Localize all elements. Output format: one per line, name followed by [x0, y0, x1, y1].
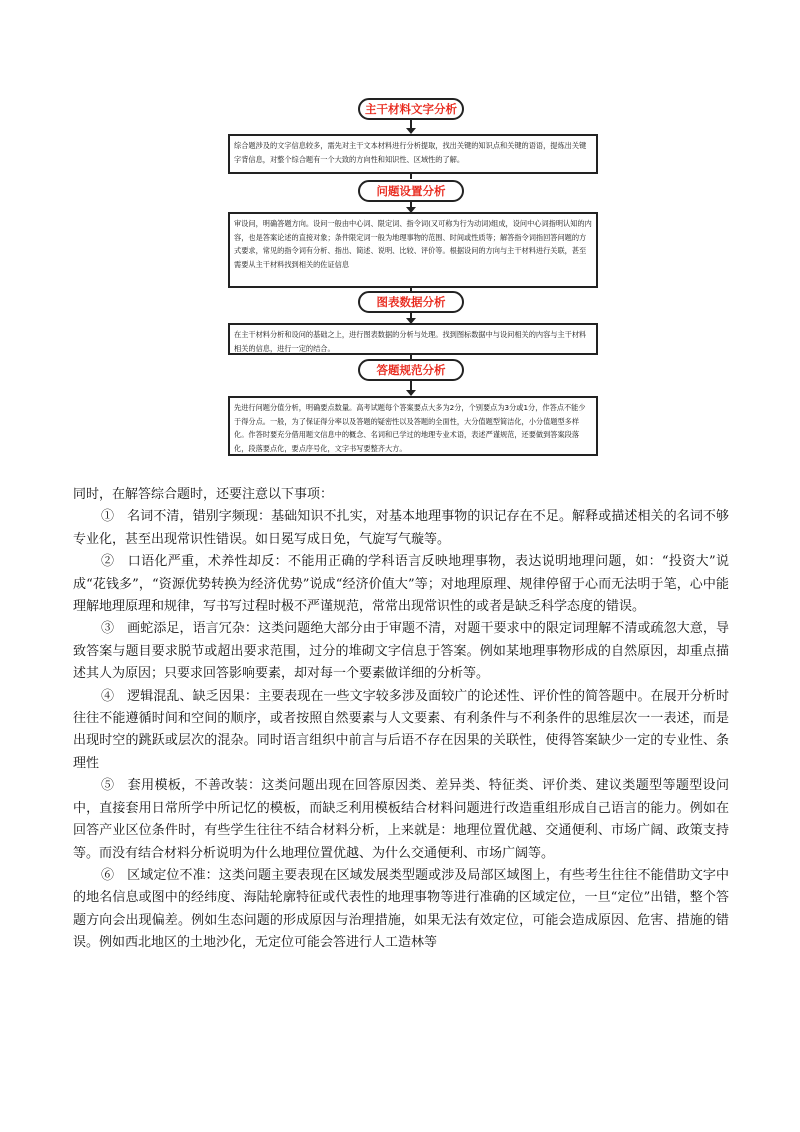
flow-step-4-text: 先进行问题分值分析，明确要点数量。高考试题每个答案要点大多为2分，个别要点为3分或1分，作答点不能少于得分点。一般，为了保证得分率以及答题的疑密性以及答题的全面性，大分值题型简洁化，小分值题型多样化。作答时要充分借用题文信息中的概念、名词和已学过的地理专业术语，表述严谨规范，还要做到答案段落化，段落要点化，要点序号化，文字书写要整齐大方。: [228, 396, 598, 456]
analysis-flowchart: [0, 0, 800, 470]
flow-step-3-title: 图表数据分析: [358, 291, 464, 313]
flow-step-2-title: 问题设置分析: [358, 180, 464, 202]
note-item-5: ⑤ 套用模板，不善改装：这类问题出现在回答原因类、差异类、特征类、评价类、建议类题型等题型设问中，直接套用日常所学中所记忆的模板，而缺乏利用模板结合材料问题进行改造重组形成自己语言的能力。例如在回答产业区位条件时，有些学生往往不结合材料分析，上来就是：地理位置优越、交通便利、市场广阔、政策支持等。而没有结合材料分析说明为什么地理位置优越、为什么交通便利、市场广阔等。: [73, 778, 729, 861]
flow-connector: [410, 174, 412, 179]
flow-step-2-text: 审设问，明确答题方向。设问一般由中心词、限定词、指令词(又可称为行为动词)组成，设问中心词指明认知的内容，也是答案论述的直接对象；条件限定词一般为地理事物的范围、时间或性质等；解答指令词指回答问题的方式要求，常见的指令词有分析、指出、简述、说明、比较、评价等。根据设问的方向与主干材料进行关联，甚至需要从主干材料找到相关的佐证信息: [228, 212, 598, 288]
flow-step-1-text: 综合题涉及的文字信息较多，需先对主干文本材料进行分析提取，找出关键的知识点和关键的语语，提炼出关键字背信息，对整个综合题有一个大致的方向性和知识性、区域性的了解。: [228, 134, 598, 174]
note-item-1: ① 名词不清，错别字频现：基础知识不扎实，对基本地理事物的识记存在不足。解释或描述相关的名词不够专业化，甚至出现常识性错误。如日冕写成日免，气旋写气璇等。: [73, 509, 729, 547]
note-item-2: ② 口语化严重，术养性却反：不能用正确的学科语言反映地理事物，表达说明地理问题，如：“投资大”说成“花钱多”，“资源优势转换为经济优势”说成“经济价值大”等；对地理原理、规律停留于心而无法明于笔，心中能理解地理原理和规律，写书写过程时极不严谨规范，常常出现常识性的或者是缺乏科学态度的错误。: [73, 554, 729, 615]
notes-intro: 同时，在解答综合题时，还要注意以下事项：: [73, 487, 334, 502]
notes-section: [73, 484, 729, 955]
flow-step-3-text: 在主干材料分析和设问的基础之上，进行图表数据的分析与处理。找到图标数据中与设问相关的内容与主干材料相关的信息，进行一定的结合。: [228, 323, 598, 355]
note-item-6: ⑥ 区域定位不准：这类问题主要表现在区域发展类型题或涉及局部区域图上，有些考生往往不能借助文字中的地名信息或图中的经纬度、海陆轮廓特征或代表性的地理事物等进行准确的区域定位，一旦“定位”出错，整个答题方向会出现偏差。例如生态问题的形成原因与治理措施，如果无法有效定位，可能会造成原因、危害、措施的错误。例如西北地区的土地沙化，无定位可能会答进行人工造林等: [73, 867, 729, 951]
note-item-3: ③ 画蛇添足，语言冗杂：这类问题绝大部分由于审题不清，对题干要求中的限定词理解不清或疏忽大意，导致答案与题目要求脱节或超出要求范围，过分的堆砌文字信息于答案。例如某地理事物形成的自然原因，却重点描述其人为原因；只要求回答影响要素，却对每一个要素做详细的分析等。: [73, 621, 729, 682]
note-item-4: ④ 逻辑混乱、缺乏因果：主要表现在一些文字较多涉及面较广的论述性、评价性的简答题中。在展开分析时往往不能遵循时间和空间的顺序，或者按照自然要素与人文要素、有利条件与不利条件的思维层次一一表述，而是出现时空的跳跃或层次的混杂。同时语言组织中前言与后语不存在因果的关联性，使得答案缺少一定的专业性、条理性: [73, 688, 729, 771]
flow-step-1-title: 主干材料文字分析: [358, 98, 464, 120]
flow-step-4-title: 答题规范分析: [358, 359, 464, 381]
